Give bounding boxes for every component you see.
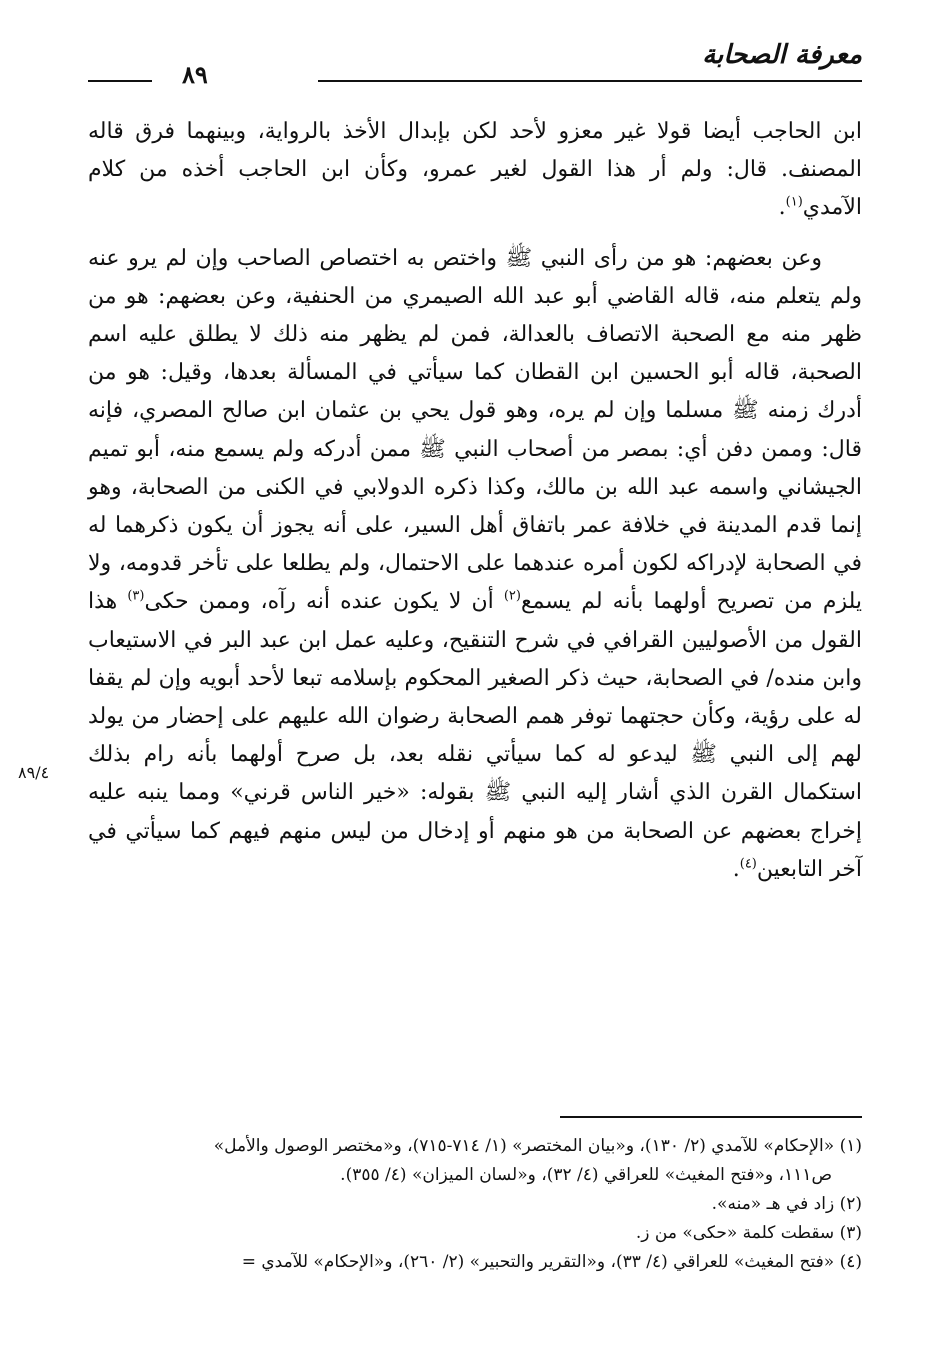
text-line: هذا القول من الأصوليين (88, 589, 863, 653)
text-line: أدركه ولم يسمع منه، أبو تميم الجيشاني واسمه عبد الله بن مالك، وكذا ذكره (88, 436, 862, 500)
manuscript-folio-note: ٨٩/٤ (18, 763, 50, 782)
header-rule-right (318, 80, 862, 82)
header-rule-left (88, 80, 152, 82)
text-line: . (732, 856, 740, 882)
footnote-1: (١) «الإحكام» للآمدي (٢/ ١٣٠)، و«بيان المختصر» (١/ ٧١٤-٧١٥)، و«مختصر الوصول والأمل» (213, 1136, 862, 1156)
page-number: ٨٩ (182, 60, 208, 89)
footnote-ref: (٣) (127, 589, 145, 605)
footnote-ref: (١) (785, 195, 803, 211)
text-line: رؤية، وكأن حجتهما توفر همم الصحابة رضوان الله عليهم على إحضار من يولد (88, 704, 790, 730)
footnote-3: (٣) سقطت كلمة «حكى» من ز. (635, 1223, 862, 1243)
text-line: يسمع (520, 589, 572, 615)
text-line: بعدها، وقيل: هو من أدرك زمنه ﷺ مسلما وإن لم يره، وهو قول يحي بن عثمان (88, 360, 862, 424)
text-line: ابن صالح المصري، فإنه قال: وممن دفن أي: بمصر من أصحاب النبي ﷺ ممن (88, 398, 862, 462)
text-line: كلام الآمدي (88, 157, 862, 221)
footnote-1-continued: ص١١١، و«فتح المغيث» للعراقي (٤/ ٣٢)، و«لسان الميزان» (٤/ ٣٥٥). (340, 1165, 832, 1185)
footnotes (88, 1132, 862, 1277)
text-line: يطلق عليه اسم الصحبة، قاله أبو الحسين ابن القطان كما سيأتي في المسألة (88, 322, 862, 386)
main-text (88, 113, 862, 889)
text-line: إخراج بعضهم عن الصحابة من هو منهم أو إدخال من ليس منهم فيهم كما سيأتي (125, 818, 862, 844)
text-line: بعضهم: هو من ظهر منه مع الصحبة الاتصاف بالعدالة، فمن لم يظهر منه ذلك لا (88, 283, 863, 348)
text-line: . (778, 195, 786, 221)
text-line: استكمال القرن الذي أشار إليه النبي ﷺ بقوله: «خير الناس قرني» ومما ينبه عليه (88, 780, 862, 806)
text-line: القرافي في شرح التنقيح، وعليه عمل ابن عبد البر في الاستيعاب وابن منده/ في (88, 627, 863, 691)
text-line: ابن الحاجب أيضا قولا غير معزو لأحد لكن بإبدال الأخذ بالرواية، وبينهما فرق (135, 119, 862, 144)
running-title: معرفة الصحابة (702, 40, 862, 70)
text-line: أن لا يكون عنده أنه رآه، وممن حكى (144, 589, 504, 615)
footnote-ref: (٢) (503, 589, 521, 605)
text-line: على الاحتمال، ولم يطلعا على تأخر قدومه، ولا يلزم من تصريح أولهما بأنه لم (88, 551, 863, 615)
footnote-ref: (٤) (739, 856, 757, 872)
text-line: في آخر التابعين (88, 818, 862, 882)
text-line: قاله المصنف. قال: ولم أر هذا القول لغير عمرو، وكأن ابن الحاجب أخذه من (88, 119, 862, 183)
text-line: لهم إلى النبي ﷺ ليدعو له كما سيأتي نقله بعد، بل صرح أولهما بأنه رام بذلك (88, 742, 862, 768)
paragraph-1 (88, 113, 862, 228)
text-line: وعن بعضهم: هو من رأى النبي ﷺ واختص به اختصاص الصاحب وإن لم (165, 245, 822, 271)
footnote-4: (٤) «فتح المغيث» للعراقي (٤/ ٣٣)، و«التقرير والتحبير» (٢/ ٢٦٠)، و«الإحكام» للآمدي = (241, 1252, 862, 1272)
text-line: الدولابي في الكنى من الصحابة، وهو إنما قدم المدينة في خلافة عمر باتفاق أهل (88, 474, 862, 539)
paragraph-2 (88, 240, 862, 889)
text-line: الصحابة، حيث ذكر الصغير المحكوم بإسلامه تبعا لأحد أبويه وإن لم يقفا له على (88, 665, 862, 730)
footnote-2: (٢) زاد في هـ «منه». (711, 1194, 862, 1214)
page-header (88, 40, 862, 90)
text-line: يرو عنه ولم يتعلم منه، قاله القاضي أبو عبد الله الصيمري من الحنفية، وعن (88, 245, 862, 309)
text-line: السير، على أنه يجوز أن يكون ذكرهما له في الصحابة لإدراكه لكون أمره عندهما (88, 513, 862, 577)
footnote-separator (560, 1116, 862, 1118)
